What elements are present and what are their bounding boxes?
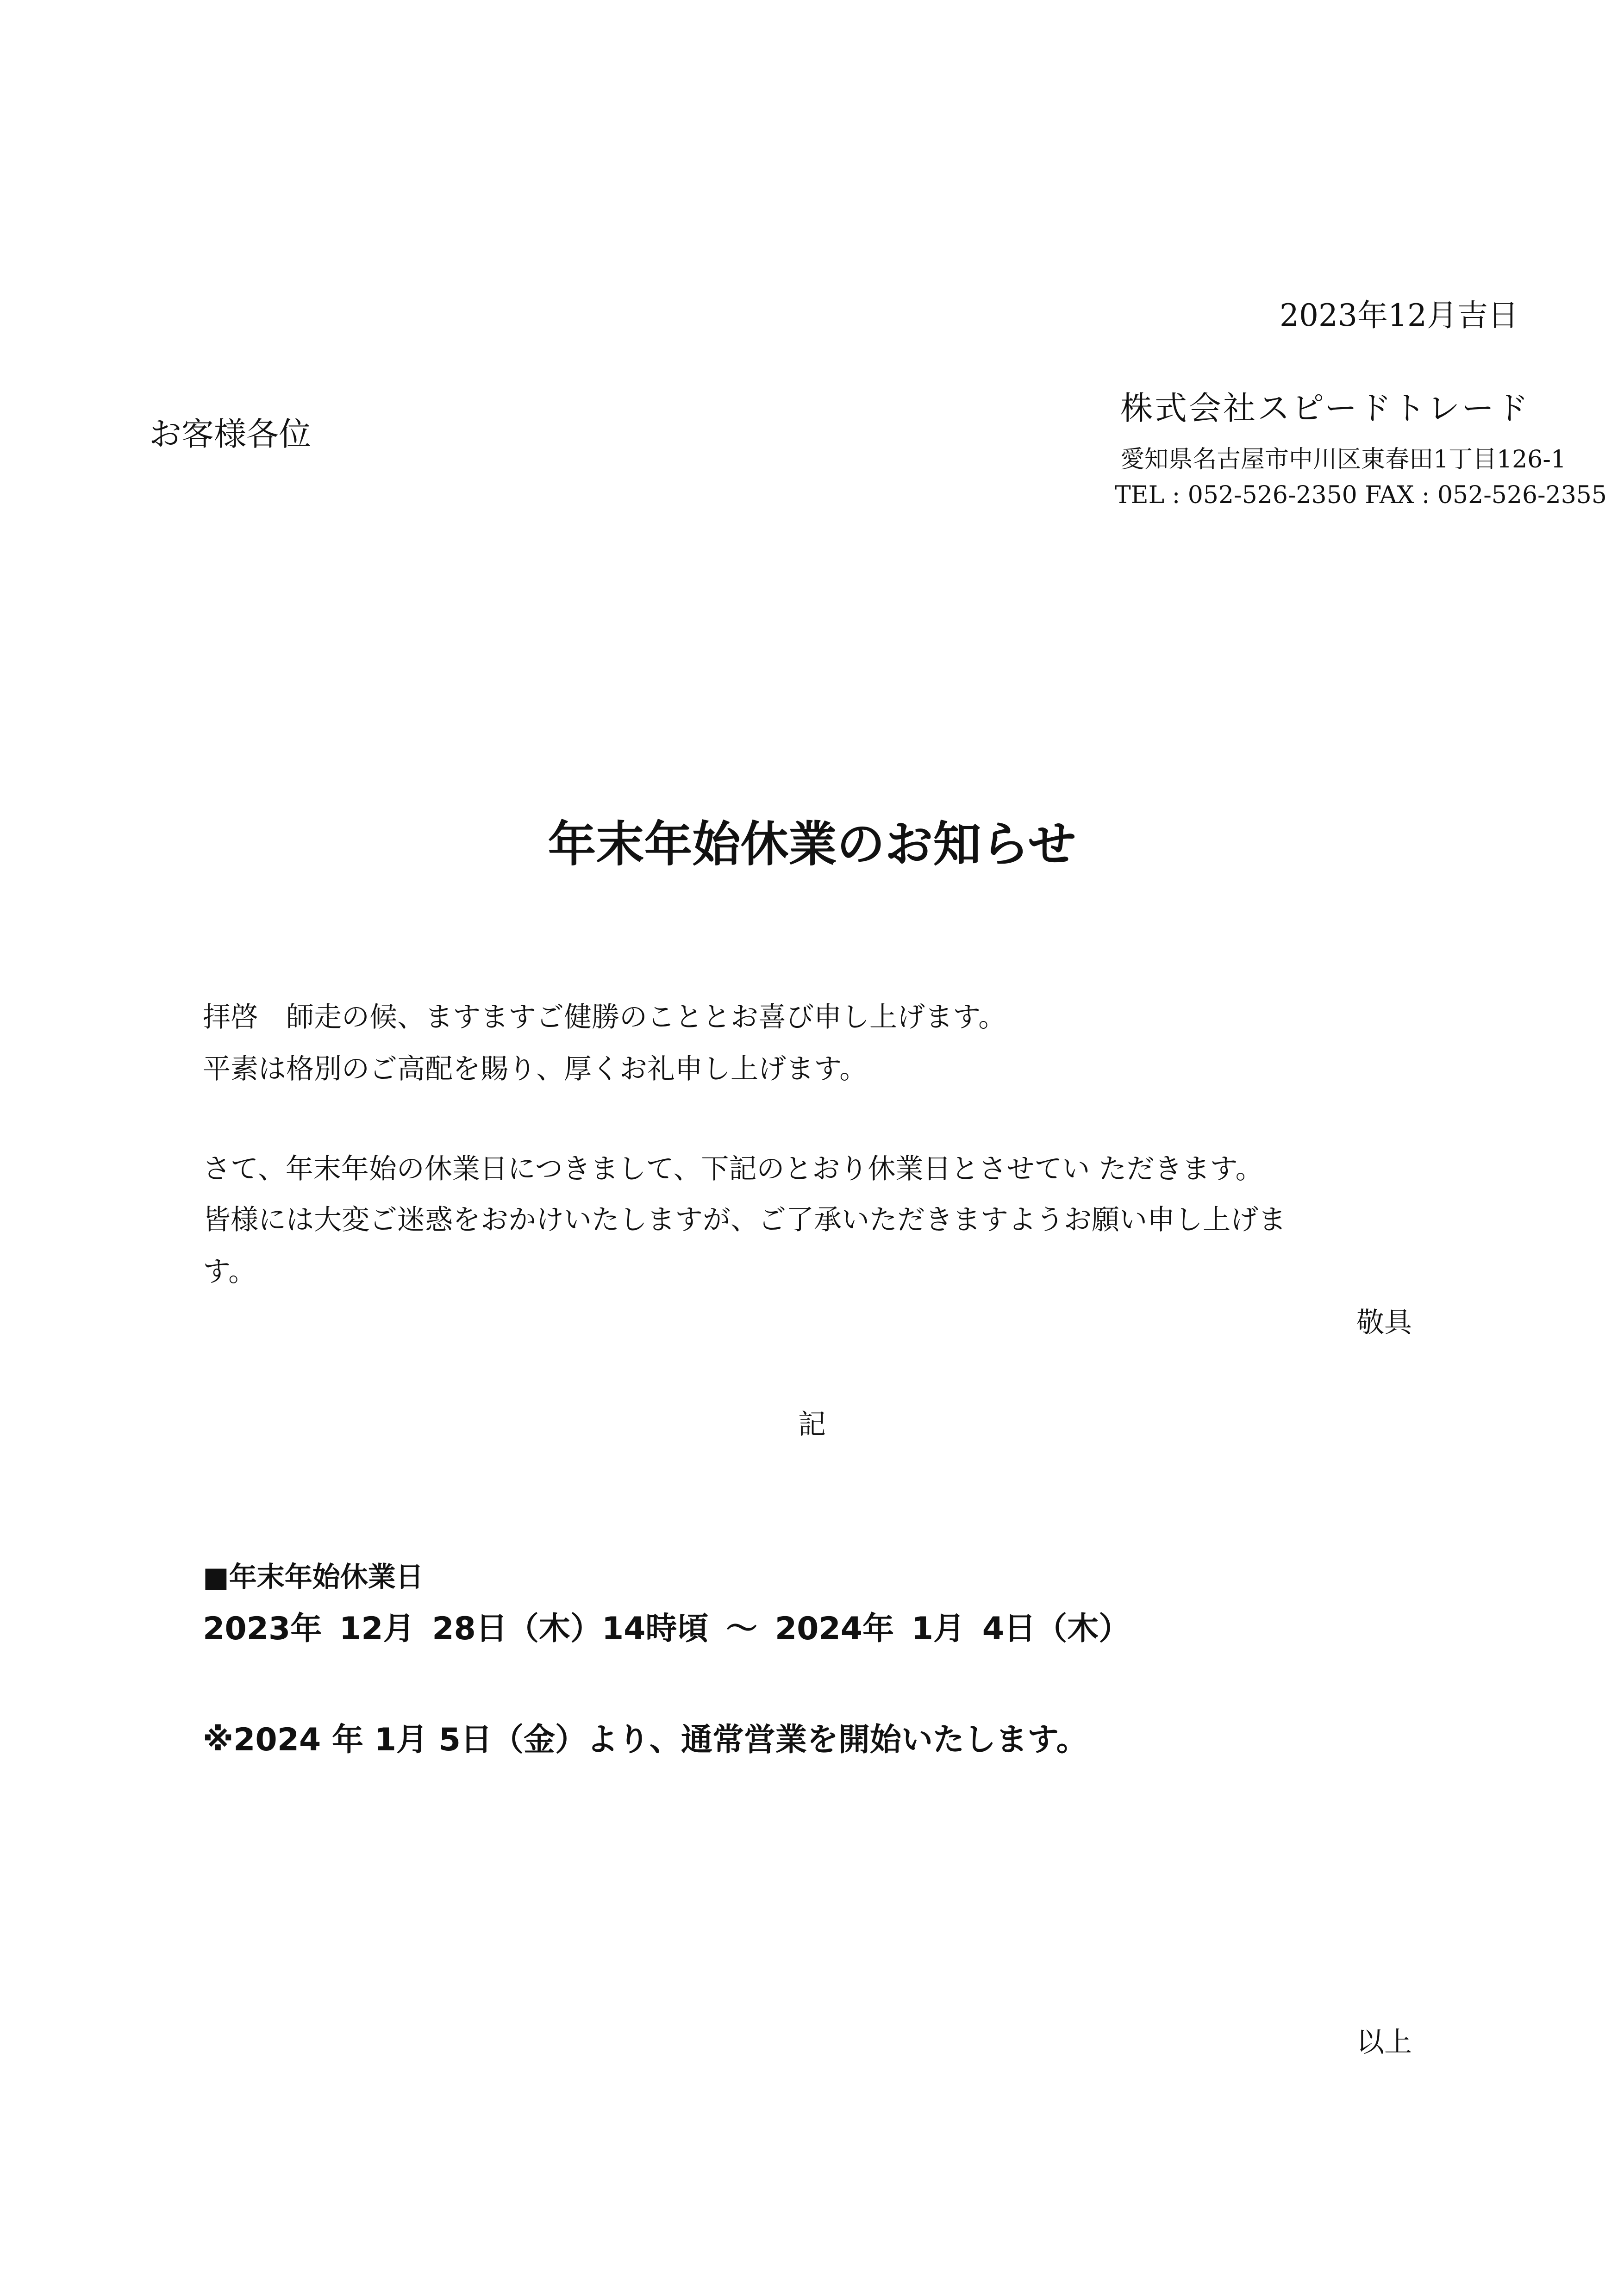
greeting-line: 拝啓 師走の候、ますますご健勝のこととお喜び申し上げます。 [203,1001,1006,1033]
resume-note: ※2024 年 1月 5日（金）より、通常営業を開始いたします。 [203,1722,1088,1758]
closing-word: 敬具 [1356,1307,1412,1339]
holiday-period: 2023年 12月 28日（木）14時頃 〜 2024年 1月 4日（木） [203,1611,1131,1647]
body-paragraph-line: さて、年末年始の休業日につきまして、下記のとおり休業日とさせてい ただきます。 [203,1153,1263,1185]
document-title: 年末年始休業のお知らせ [548,815,1076,872]
body-paragraph-line: す。 [203,1256,256,1288]
sender-address: 愛知県名古屋市中川区東春田1丁目126-1 [1120,446,1566,473]
recipient: お客様各位 [149,415,311,453]
body-paragraph-line: 皆様には大変ご迷惑をおかけいたしますが、ご了承いただきますようお願い申し上げま [203,1204,1286,1236]
document-date: 2023年12月吉日 [1280,298,1518,333]
end-mark: 以上 [1356,2026,1412,2059]
holiday-section-heading: ■年末年始休業日 [203,1561,424,1593]
ki-heading: 記 [798,1408,826,1441]
sender-company: 株式会社スピードトレード [1120,389,1530,427]
sender-contact: TEL : 052-526-2350 FAX : 052-526-2355 [1115,481,1607,509]
greeting-line: 平素は格別のご高配を賜り、厚くお礼申し上げます。 [203,1053,868,1085]
